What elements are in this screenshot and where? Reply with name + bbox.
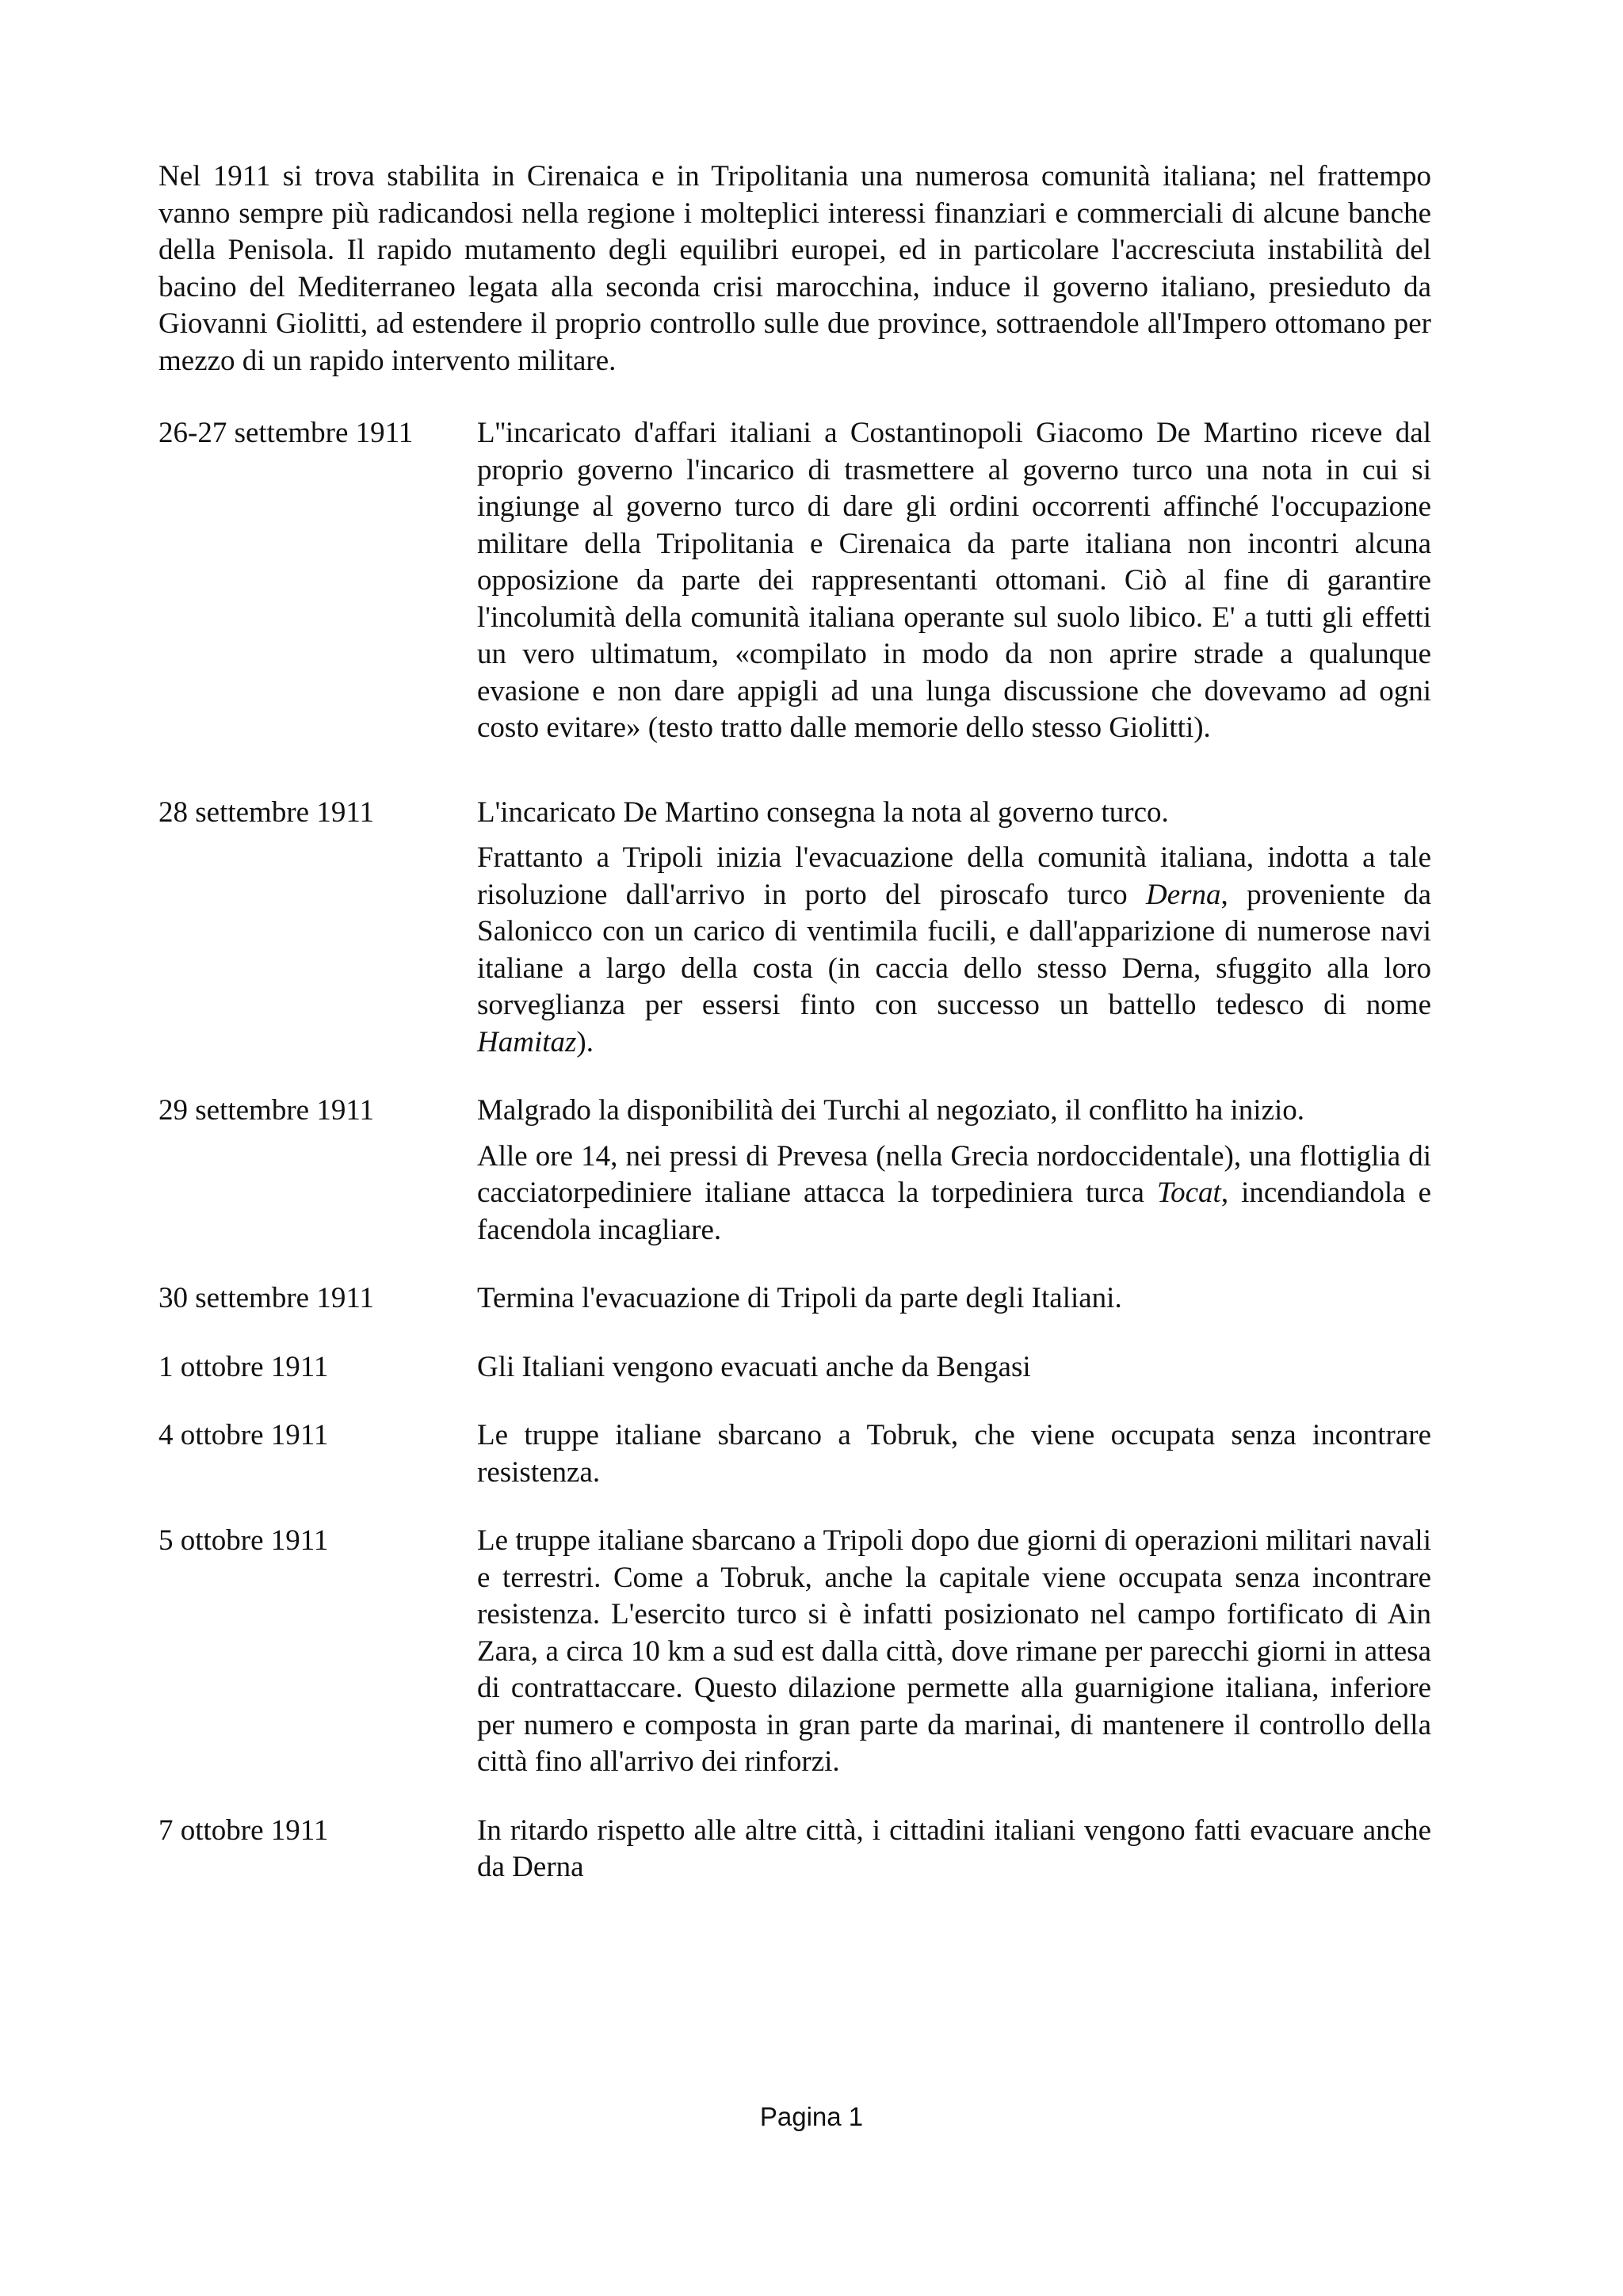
entry-description [477,1523,1431,1781]
entry-date: 5 ottobre 1911 [158,1524,329,1557]
entry-date: 28 settembre 1911 [158,795,374,829]
text-run: L''incaricato d'affari italiani a Costantinopoli Giacomo De Martino riceve dal proprio governo l'incarico di trasmettere al governo turco una nota in cui si ingiunge al governo turco di dare gli ordini occorrenti affinché l'occupazione militare della Tripolitania e Cirenaica da parte italiana non incontri alcuna opposizione da parte dei rappresentanti ottomani. Ciò al fine di garantire l'incolumità della comunità italiana operante sul suolo libico. E' a tutti gli effetti un vero ultimatum, «compilato in modo da non aprire strade a qualunque evasione e non dare appigli ad una lunga discussione che dovevamo ad ogni costo evitare» (testo tratto dalle memorie dello stesso Giolitti). [477,417,1431,744]
entry-paragraph [477,1813,1431,1886]
text-run: Le truppe italiane sbarcano a Tripoli dopo due giorni di operazioni militari navali e terrestri. Come a Tobruk, anche la capitale viene occupata senza incontrare resistenza. L'esercito turco si è infatti posizionato nel campo fortificato di Ain Zara, a circa 10 km a sud est dalla città, dove rimane per parecchi giorni in attesa di contrattaccare. Questo dilazione permette alla guarnigione italiana, inferiore per numero e composta in gran parte da marinai, di mantenere il controllo della città fino all'arrivo dei rinforzi. [477,1524,1431,1778]
entry-paragraph [477,1093,1431,1130]
ship-name: Hamitaz [477,1025,577,1058]
entry-date: 1 ottobre 1911 [158,1350,329,1383]
ship-name: Tocat [1156,1177,1221,1209]
entry-date: 4 ottobre 1911 [158,1419,329,1451]
text-run: In ritardo rispetto alle altre città, i cittadini italiani vengono fatti evacuare anche da Derna [477,1814,1431,1883]
text-run: Termina l'evacuazione di Tripoli da parte degli Italiani. [477,1282,1122,1314]
entry-paragraph [477,1523,1431,1781]
entry-description [477,1093,1431,1249]
entry-date: 29 settembre 1911 [158,1094,374,1127]
entry-description [477,415,1431,747]
entry-description [477,795,1431,1062]
entry-paragraph [477,840,1431,1061]
timeline-entry [158,1349,1431,1386]
entry-date: 30 settembre 1911 [158,1282,374,1314]
timeline [158,415,1431,1886]
document-page [158,158,1431,1886]
entry-paragraph [477,1280,1431,1318]
entry-description [477,1349,1431,1386]
timeline-entry [158,1523,1431,1781]
page-number: Pagina 1 [759,2102,864,2131]
entry-description [477,1813,1431,1886]
text-run: , proveniente da Salonicco con un carico di ventimila fucili, e dall'apparizione di numerose navi italiane a largo della costa (in caccia dello stesso Derna, sfuggito alla loro sorveglianza per essersi finto con successo un battello tedesco di nome [477,878,1431,1021]
entry-paragraph [477,415,1431,747]
entry-description [477,1280,1431,1318]
timeline-entry [158,1417,1431,1491]
ship-name: Derna [1145,878,1221,911]
entry-paragraph [477,795,1431,832]
text-run: Alle ore 14, nei pressi di Prevesa (nella Grecia nordoccidentale), una flottiglia di cacciatorpediniere italiane attacca la torpediniera turca [477,1139,1431,1209]
intro-paragraph: Nel 1911 si trova stabilita in Cirenaica e in Tripolitania una numerosa comunità italiana; nel frattempo vanno sempre più radicandosi nella regione i molteplici interessi finanziari e commerciali di alcune banche della Penisola. Il rapido mutamento degli equilibri europei, ed in particolare l'accresciuta instabilità del bacino del Mediterraneo legata alla seconda crisi marocchina, induce il governo italiano, presieduto da Giovanni Giolitti, ad estendere il proprio controllo sulle due province, sottraendole all'Impero ottomano per mezzo di un rapido intervento militare. [158,160,1431,377]
entry-date: 7 ottobre 1911 [158,1814,329,1847]
timeline-entry [158,795,1431,1062]
entry-paragraph [477,1349,1431,1386]
timeline-entry [158,1813,1431,1886]
entry-paragraph [477,1417,1431,1491]
entry-description [477,1417,1431,1491]
text-run: L'incaricato De Martino consegna la nota al governo turco. [477,795,1169,829]
text-run: Le truppe italiane sbarcano a Tobruk, che viene occupata senza incontrare resistenza. [477,1419,1431,1489]
timeline-entry [158,415,1431,747]
entry-date: 26-27 settembre 1911 [158,417,414,449]
timeline-entry [158,1280,1431,1318]
text-run: Frattanto a Tripoli inizia l'evacuazione della comunità italiana, indotta a tale risoluzione dall'arrivo in porto del piroscafo turco [477,841,1431,911]
text-run: Gli Italiani vengono evacuati anche da Bengasi [477,1350,1031,1383]
entry-paragraph [477,1138,1431,1249]
timeline-entry [158,1093,1431,1249]
text-run: , incendiandola e facendola incagliare. [477,1177,1431,1246]
text-run: ). [576,1025,594,1058]
text-run: Malgrado la disponibilità dei Turchi al negoziato, il conflitto ha inizio. [477,1094,1305,1127]
